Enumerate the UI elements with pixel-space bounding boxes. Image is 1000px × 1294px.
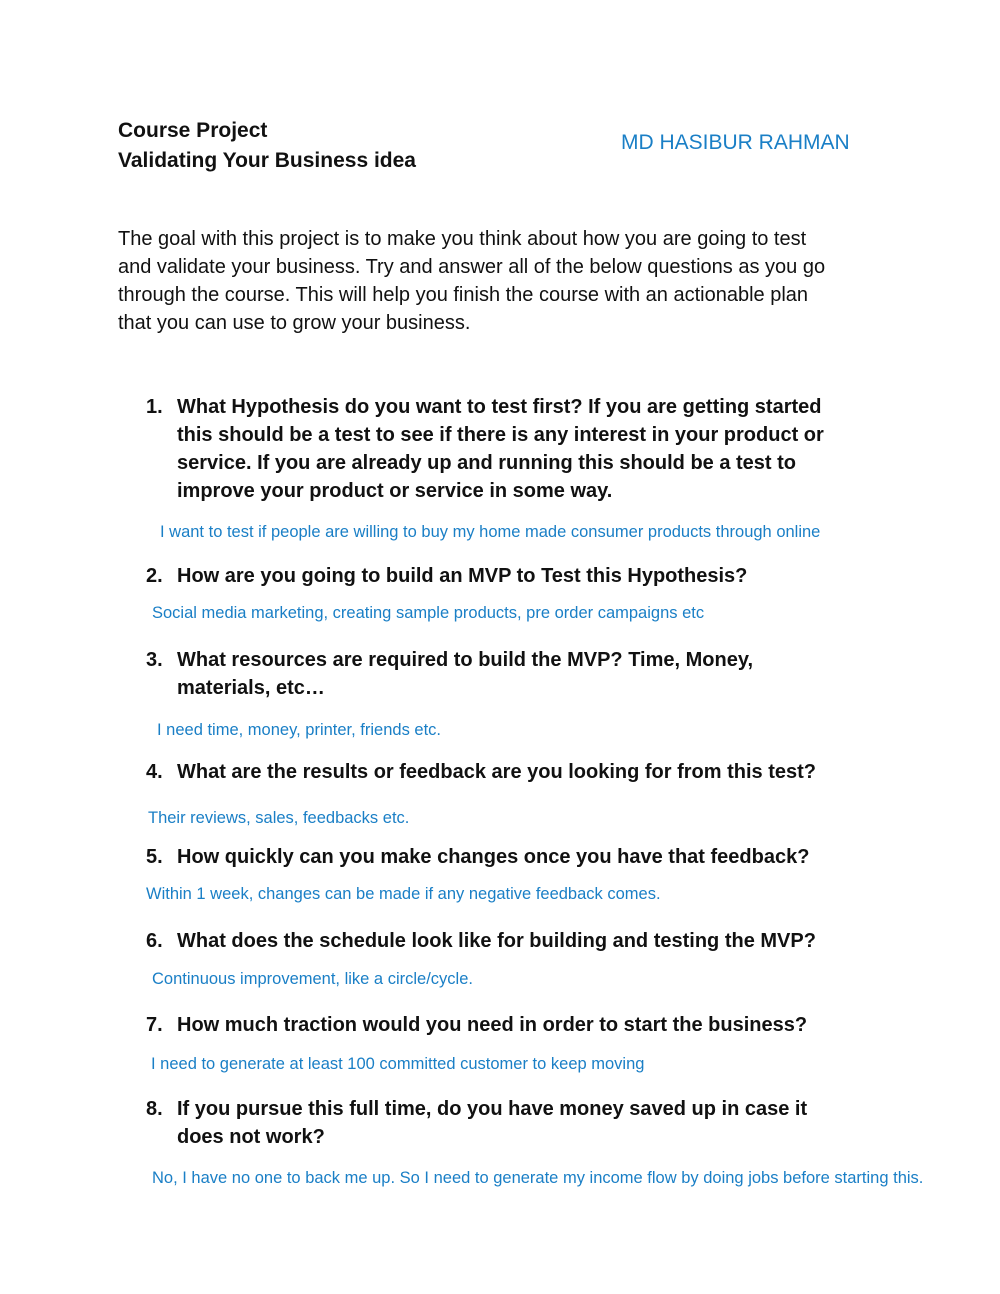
question-5-text: [177, 843, 877, 871]
question-3-number: 3.: [146, 649, 163, 671]
question-line: What are the results or feedback are you looking for from this test?: [177, 761, 817, 783]
question-line: this should be a test to see if there is any interest in your product or: [177, 424, 824, 446]
intro-line: through the course. This will help you finish the course with an actionable plan: [118, 284, 809, 306]
question-4-number: 4.: [146, 761, 163, 783]
question-1-text: [177, 393, 877, 505]
project-title: Validating Your Business idea: [118, 149, 416, 172]
answer-7: I need to generate at least 100 committed customer to keep moving: [151, 1055, 645, 1073]
intro-paragraph: [118, 225, 898, 337]
question-line: What does the schedule look like for building and testing the MVP?: [177, 930, 816, 952]
question-line: How are you going to build an MVP to Test this Hypothesis?: [177, 565, 748, 587]
question-5-number: 5.: [146, 846, 163, 868]
question-line: service. If you are already up and running this should be a test to: [177, 452, 797, 474]
answer-1: I want to test if people are willing to buy my home made consumer products through online: [160, 523, 821, 541]
question-line: How quickly can you make changes once you have that feedback?: [177, 846, 810, 868]
answer-3: I need time, money, printer, friends etc.: [157, 721, 441, 739]
question-2-text: [177, 562, 877, 590]
question-line: does not work?: [177, 1126, 325, 1148]
question-line: If you pursue this full time, do you have money saved up in case it: [177, 1098, 808, 1120]
question-line: What resources are required to build the MVP? Time, Money,: [177, 649, 754, 671]
question-6-text: [177, 927, 877, 955]
intro-line: The goal with this project is to make you think about how you are going to test: [118, 228, 807, 250]
question-2-number: 2.: [146, 565, 163, 587]
question-6-number: 6.: [146, 930, 163, 952]
answer-6: Continuous improvement, like a circle/cycle.: [152, 970, 473, 988]
question-line: How much traction would you need in order to start the business?: [177, 1014, 808, 1036]
question-1-number: 1.: [146, 396, 163, 418]
course-title: Course Project: [118, 119, 268, 142]
answer-4: Their reviews, sales, feedbacks etc.: [148, 809, 410, 827]
answer-5: Within 1 week, changes can be made if any negative feedback comes.: [146, 885, 661, 903]
question-7-number: 7.: [146, 1014, 163, 1036]
question-line: What Hypothesis do you want to test first? If you are getting started: [177, 396, 822, 418]
author-name: MD HASIBUR RAHMAN: [621, 131, 850, 154]
answer-8: No, I have no one to back me up. So I need to generate my income flow by doing jobs before starting this.: [152, 1169, 924, 1187]
intro-line: that you can use to grow your business.: [118, 312, 471, 334]
intro-line: and validate your business. Try and answer all of the below questions as you go: [118, 256, 826, 278]
question-line: improve your product or service in some way.: [177, 480, 613, 502]
question-8-text: [177, 1095, 877, 1151]
question-8-number: 8.: [146, 1098, 163, 1120]
question-line: materials, etc…: [177, 677, 325, 699]
answer-2: Social media marketing, creating sample products, pre order campaigns etc: [152, 604, 705, 622]
question-4-text: [177, 758, 877, 786]
question-7-text: [177, 1011, 877, 1039]
question-3-text: [177, 646, 877, 702]
